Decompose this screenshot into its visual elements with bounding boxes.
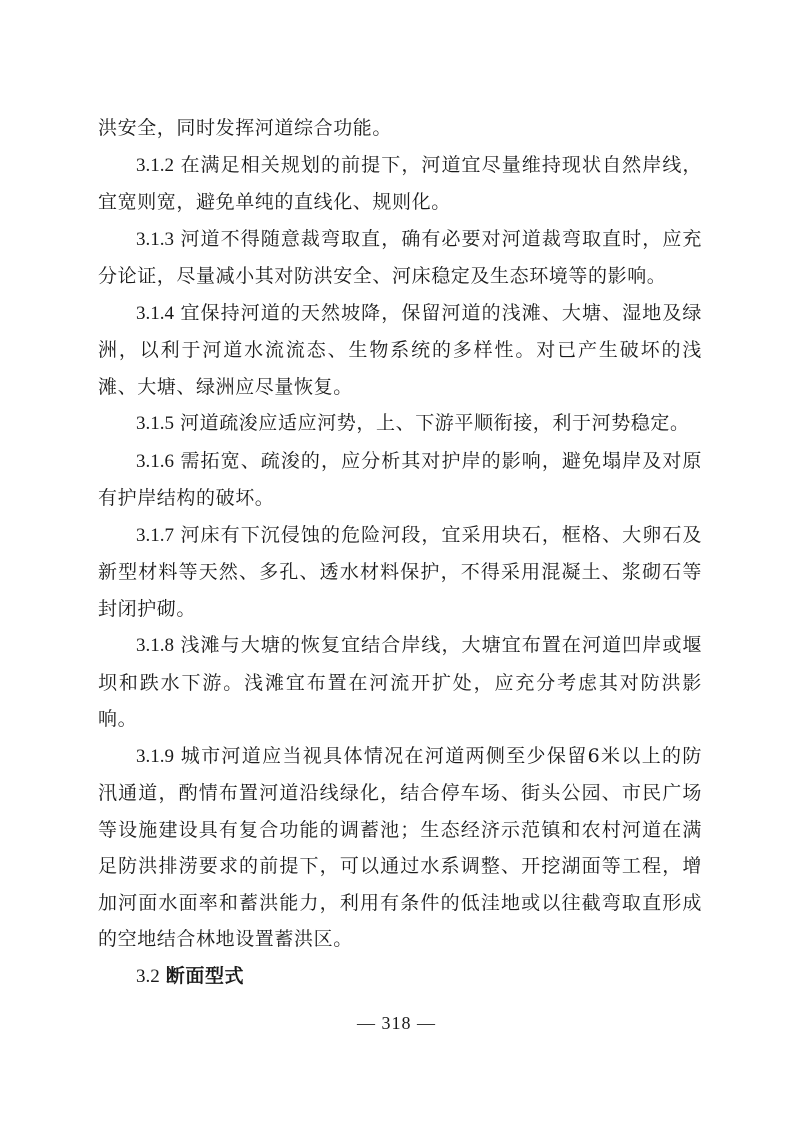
paragraph-continuation (98, 110, 702, 147)
section-number: 3.2 (136, 965, 160, 987)
clause-number: 3.1.4 (136, 302, 174, 324)
page-number: — 318 — (357, 1013, 436, 1033)
section-heading (98, 958, 702, 996)
clause-3-1-7 (98, 517, 702, 628)
clause-number: 3.1.7 (136, 524, 174, 546)
clause-3-1-2 (98, 147, 702, 221)
clause-text: 在满足相关规划的前提下，河道宜尽量维持现状自然岸线，宜宽则宽，避免单纯的直线化、规则化。 (98, 153, 702, 213)
clause-number: 3.1.6 (136, 450, 174, 472)
clause-3-1-4 (98, 295, 702, 406)
page-content (98, 110, 702, 995)
clause-3-1-5 (98, 405, 702, 443)
clause-text: 城市河道应当视具体情况在河道两侧至少保留6米以上的防汛通道，酌情布置河道沿线绿化，结合停车场、街头公园、市民广场等设施建设具有复合功能的调蓄池；生态经济示范镇和农村河道在满足防洪排涝要求的前提下，可以通过水系调整、开挖湖面等工程，增加河面水面率和蓄洪能力，利用有条件的低洼地或以往截弯取直形成的空地结合林地设置蓄洪区。 (98, 744, 702, 950)
clause-number: 3.1.9 (136, 745, 174, 767)
clause-3-1-9 (98, 738, 702, 958)
clause-text: 浅滩与大塘的恢复宜结合岸线，大塘宜布置在河道凹岸或堰坝和跌水下游。浅滩宜布置在河流开扩处，应充分考虑其对防洪影响。 (98, 634, 702, 730)
clause-number: 3.1.2 (136, 154, 174, 176)
clause-text: 河道疏浚应适应河势，上、下游平顺衔接，利于河势稳定。 (180, 412, 690, 434)
clause-3-1-3 (98, 221, 702, 295)
clause-text: 宜保持河道的天然坡降，保留河道的浅滩、大塘、湿地及绿洲，以利于河道水流流态、生物系统的多样性。对已产生破坏的浅滩、大塘、绿洲应尽量恢复。 (98, 301, 702, 398)
clause-3-1-6 (98, 443, 702, 517)
clause-text: 需拓宽、疏浚的，应分析其对护岸的影响，避免塌岸及对原有护岸结构的破坏。 (98, 449, 702, 509)
clause-number: 3.1.8 (136, 635, 174, 656)
paragraph-text: 洪安全，同时发挥河道综合功能。 (98, 117, 393, 139)
clause-text: 河床有下沉侵蚀的危险河段，宜采用块石，框格、大卵石及新型材料等天然、多孔、透水材料保护，不得采用混凝土、浆砌石等封闭护砌。 (98, 523, 702, 620)
clause-number: 3.1.3 (136, 228, 174, 250)
clause-text: 河道不得随意裁弯取直，确有必要对河道裁弯取直时，应充分论证，尽量减小其对防洪安全、河床稳定及生态环境等的影响。 (98, 227, 702, 287)
section-title: 断面型式 (165, 964, 245, 987)
clause-number: 3.1.5 (136, 413, 174, 434)
clause-3-1-8 (98, 627, 702, 738)
